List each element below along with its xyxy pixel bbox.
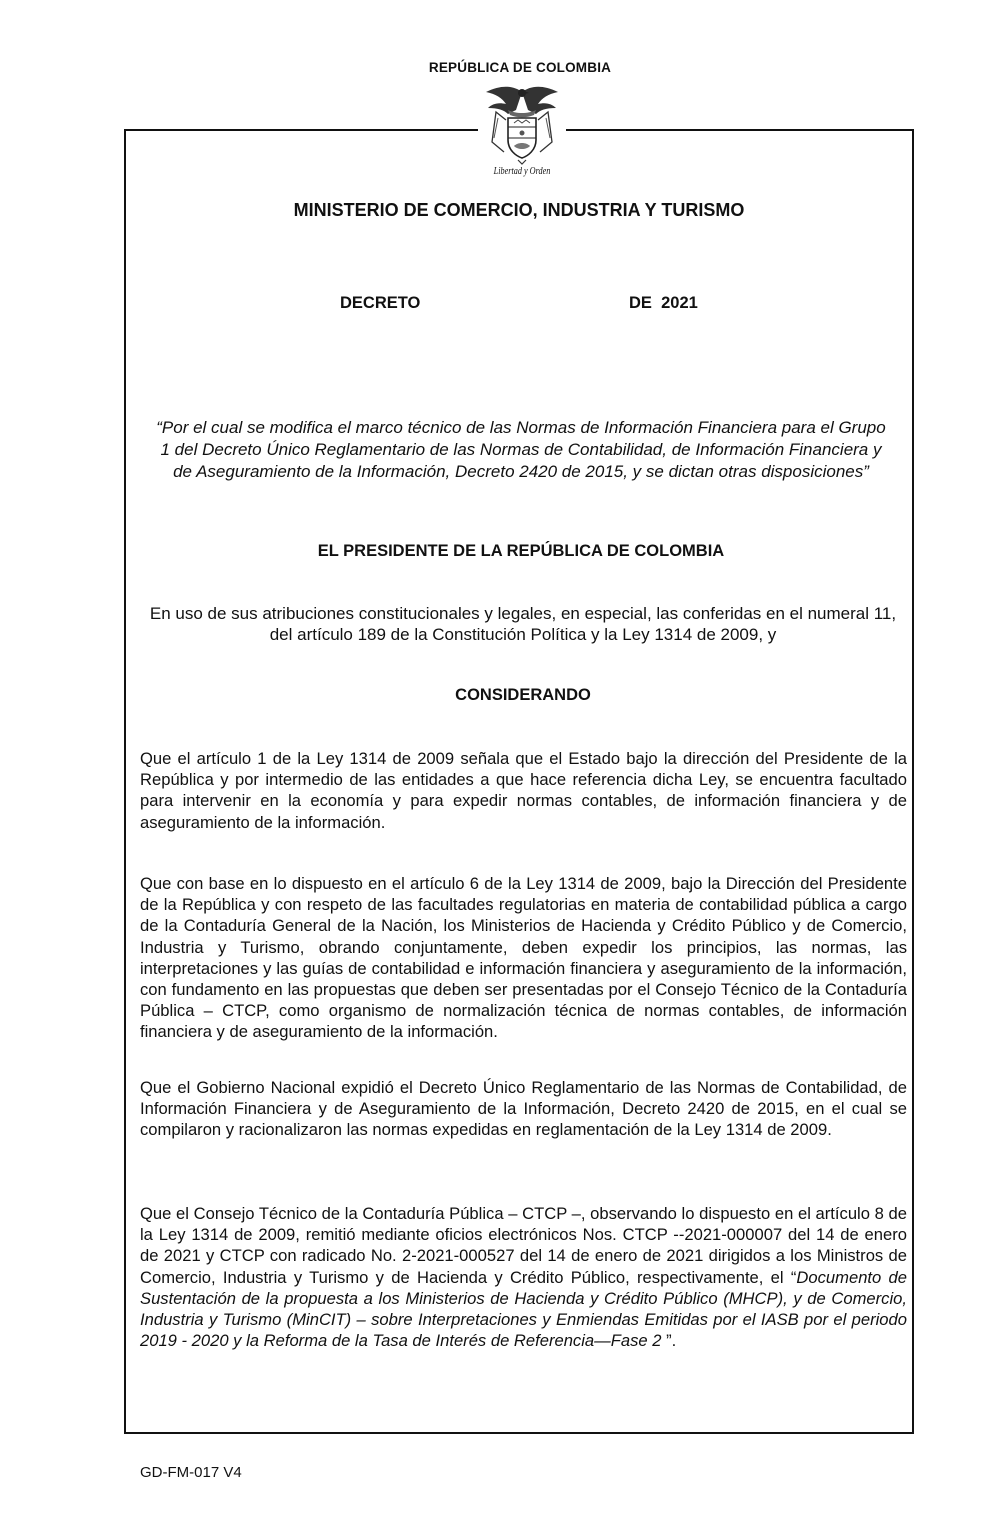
decree-label: DECRETO: [340, 294, 421, 312]
considerando-paragraph: Que con base en lo dispuesto en el artículo 6 de la Ley 1314 de 2009, bajo la Dirección del Presidente de la República y con respeto de las facultades regulatorias en materia de contabilidad pública a cargo de la Contaduría General de la Nación, los Ministerios de Hacienda y Crédito Público y de Comercio, Industria y Turismo, obrando conjuntamente, deben expedir los principios, las normas, las interpretaciones y las guías de contabilidad e información financiera y aseguramiento de la información, con fundamento en las propuestas que deben ser presentadas por el Consejo Técnico de la Contaduría Pública – CTCP, como organismo de normalización técnica de normas contables, de información financiera y de aseguramiento de la información.: [140, 874, 907, 1042]
decree-year: DE 2021: [629, 294, 698, 312]
seal-motto: Libertad y Orden: [493, 166, 551, 177]
coat-of-arms-seal: [478, 82, 566, 182]
ministry-heading: MINISTERIO DE COMERCIO, INDUSTRIA Y TURISMO: [293, 200, 745, 220]
paragraph-text-end: ”.: [666, 1331, 677, 1351]
considerando-paragraph: Que el Gobierno Nacional expidió el Decreto Único Reglamentario de las Normas de Contabilidad, de Información Financiera y de Aseguramiento de la Información, Decreto 2420 de 2015, en el cual se compilaron y racionalizaron las normas expedidas en reglamentación de la Ley 1314 de 2009.: [140, 1078, 907, 1140]
republic-heading: REPÚBLICA DE COLOMBIA: [428, 60, 612, 75]
form-code: GD-FM-017 V4: [140, 1464, 242, 1481]
considerando-paragraph: [140, 1203, 907, 1351]
considerando-paragraph: Que el artículo 1 de la Ley 1314 de 2009 señala que el Estado bajo la dirección del Presidente de la República y por intermedio de las entidades a que hace referencia dicha Ley, se encuentra facultado para intervenir en la economía y para expedir normas contables, de información financiera y de aseguramiento de la información.: [140, 749, 907, 832]
decree-title: “Por el cual se modifica el marco técnico de las Normas de Información Financiera para el Grupo 1 del Decreto Único Reglamentario de las Normas de Contabilidad, de Información Financiera y de Aseguramiento de la Información, Decreto 2420 de 2015, y se dictan otras disposiciones”: [156, 418, 886, 481]
considerando-heading: CONSIDERANDO: [455, 686, 591, 704]
paragraph-italic-text: Documento de Sustentación de la propuesta a los Ministerios de Hacienda y Crédito Público (MHCP), y de Comercio, Industria y Turismo (MinCIT) – sobre Interpretaciones y Enmiendas Emitidas por el IASB por el periodo 2019 - 2020 y la Reforma de la Tasa de Interés de Referencia—Fase 2: [140, 1267, 907, 1351]
preamble-text: En uso de sus atribuciones constitucionales y legales, en especial, las conferidas en el numeral 11, del artículo 189 de la Constitución Política y la Ley 1314 de 2009, y: [149, 604, 897, 644]
president-heading: EL PRESIDENTE DE LA REPÚBLICA DE COLOMBIA: [317, 542, 725, 560]
paragraph-text: Que el Consejo Técnico de la Contaduría Pública – CTCP –, observando lo dispuesto en el artículo 8 de la Ley 1314 de 2009, remitió mediante oficios electrónicos Nos. CTCP --2021-000007 del 14 de enero de 2021 y CTCP con radicado No. 2-2021-000527 del 14 de enero de 2021 dirigidos a los Ministros de Comercio, Industria y Turismo y de Hacienda y Crédito Público, respectivamente, el “: [140, 1204, 907, 1287]
